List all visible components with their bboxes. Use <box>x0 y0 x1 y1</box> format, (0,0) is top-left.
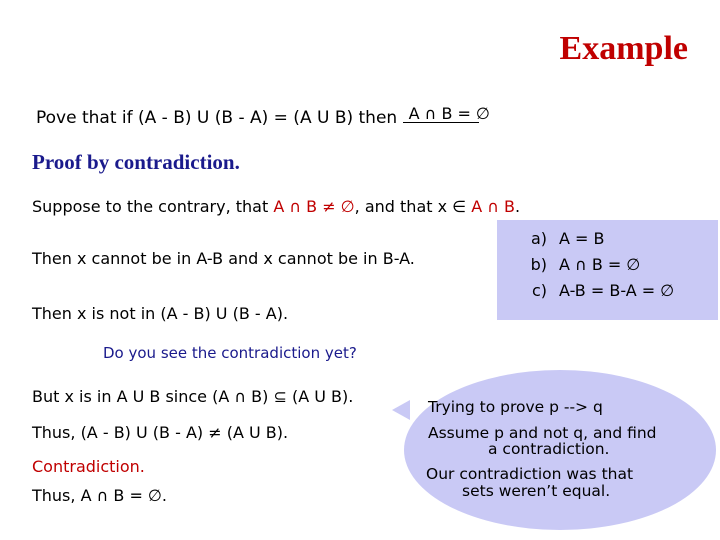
thus-line: Thus, (A - B) U (B - A) ≠ (A U B). <box>32 423 289 442</box>
option-label: a) <box>530 229 547 248</box>
option-a <box>515 229 605 248</box>
contradiction-label: Contradiction. <box>32 457 145 476</box>
options-box <box>497 220 718 320</box>
suppose-line <box>32 197 520 216</box>
bubble-line-1: Trying to prove p --> q <box>428 398 603 416</box>
then-line-1: Then x cannot be in A-B and x cannot be in B-A. <box>32 249 415 268</box>
option-text: A = B <box>559 229 605 248</box>
proof-heading: Proof by contradiction. <box>32 150 240 174</box>
conclusion-line: Thus, A ∩ B = ∅. <box>32 486 167 505</box>
problem-statement <box>36 104 490 128</box>
option-c <box>515 281 674 300</box>
suppose-assumption: A ∩ B ≠ ∅ <box>273 197 355 216</box>
but-line: But x is in A U B since (A ∩ B) ⊆ (A U B). <box>32 387 354 406</box>
bubble-tail <box>392 400 410 420</box>
bubble-line-2: Assume p and not q, and find <box>428 424 657 442</box>
option-text: A-B = B-A = ∅ <box>559 281 675 300</box>
then-line-2: Then x is not in (A - B) U (B - A). <box>32 304 289 323</box>
slide-title: Example <box>559 30 688 67</box>
option-text: A ∩ B = ∅ <box>559 255 641 274</box>
suppose-middle: , and that x ∈ <box>354 197 472 216</box>
bubble-line-4: Our contradiction was that <box>426 465 634 483</box>
option-label: c) <box>531 281 547 300</box>
option-b <box>515 255 640 274</box>
option-label: b) <box>530 255 547 274</box>
suppose-intersection: A ∩ B <box>471 197 515 216</box>
bubble-line-5: sets weren’t equal. <box>462 482 611 500</box>
bubble-line-3: a contradiction. <box>488 440 610 458</box>
blank-answer: A ∩ B = ∅ <box>408 104 490 123</box>
statement-text: Pove that if (A - B) U (B - A) = (A U B) then <box>36 108 398 128</box>
answer-blank <box>403 104 490 128</box>
contradiction-question: Do you see the contradiction yet? <box>103 344 357 362</box>
suppose-prefix: Suppose to the contrary, that <box>32 197 274 216</box>
suppose-suffix: . <box>515 197 521 216</box>
